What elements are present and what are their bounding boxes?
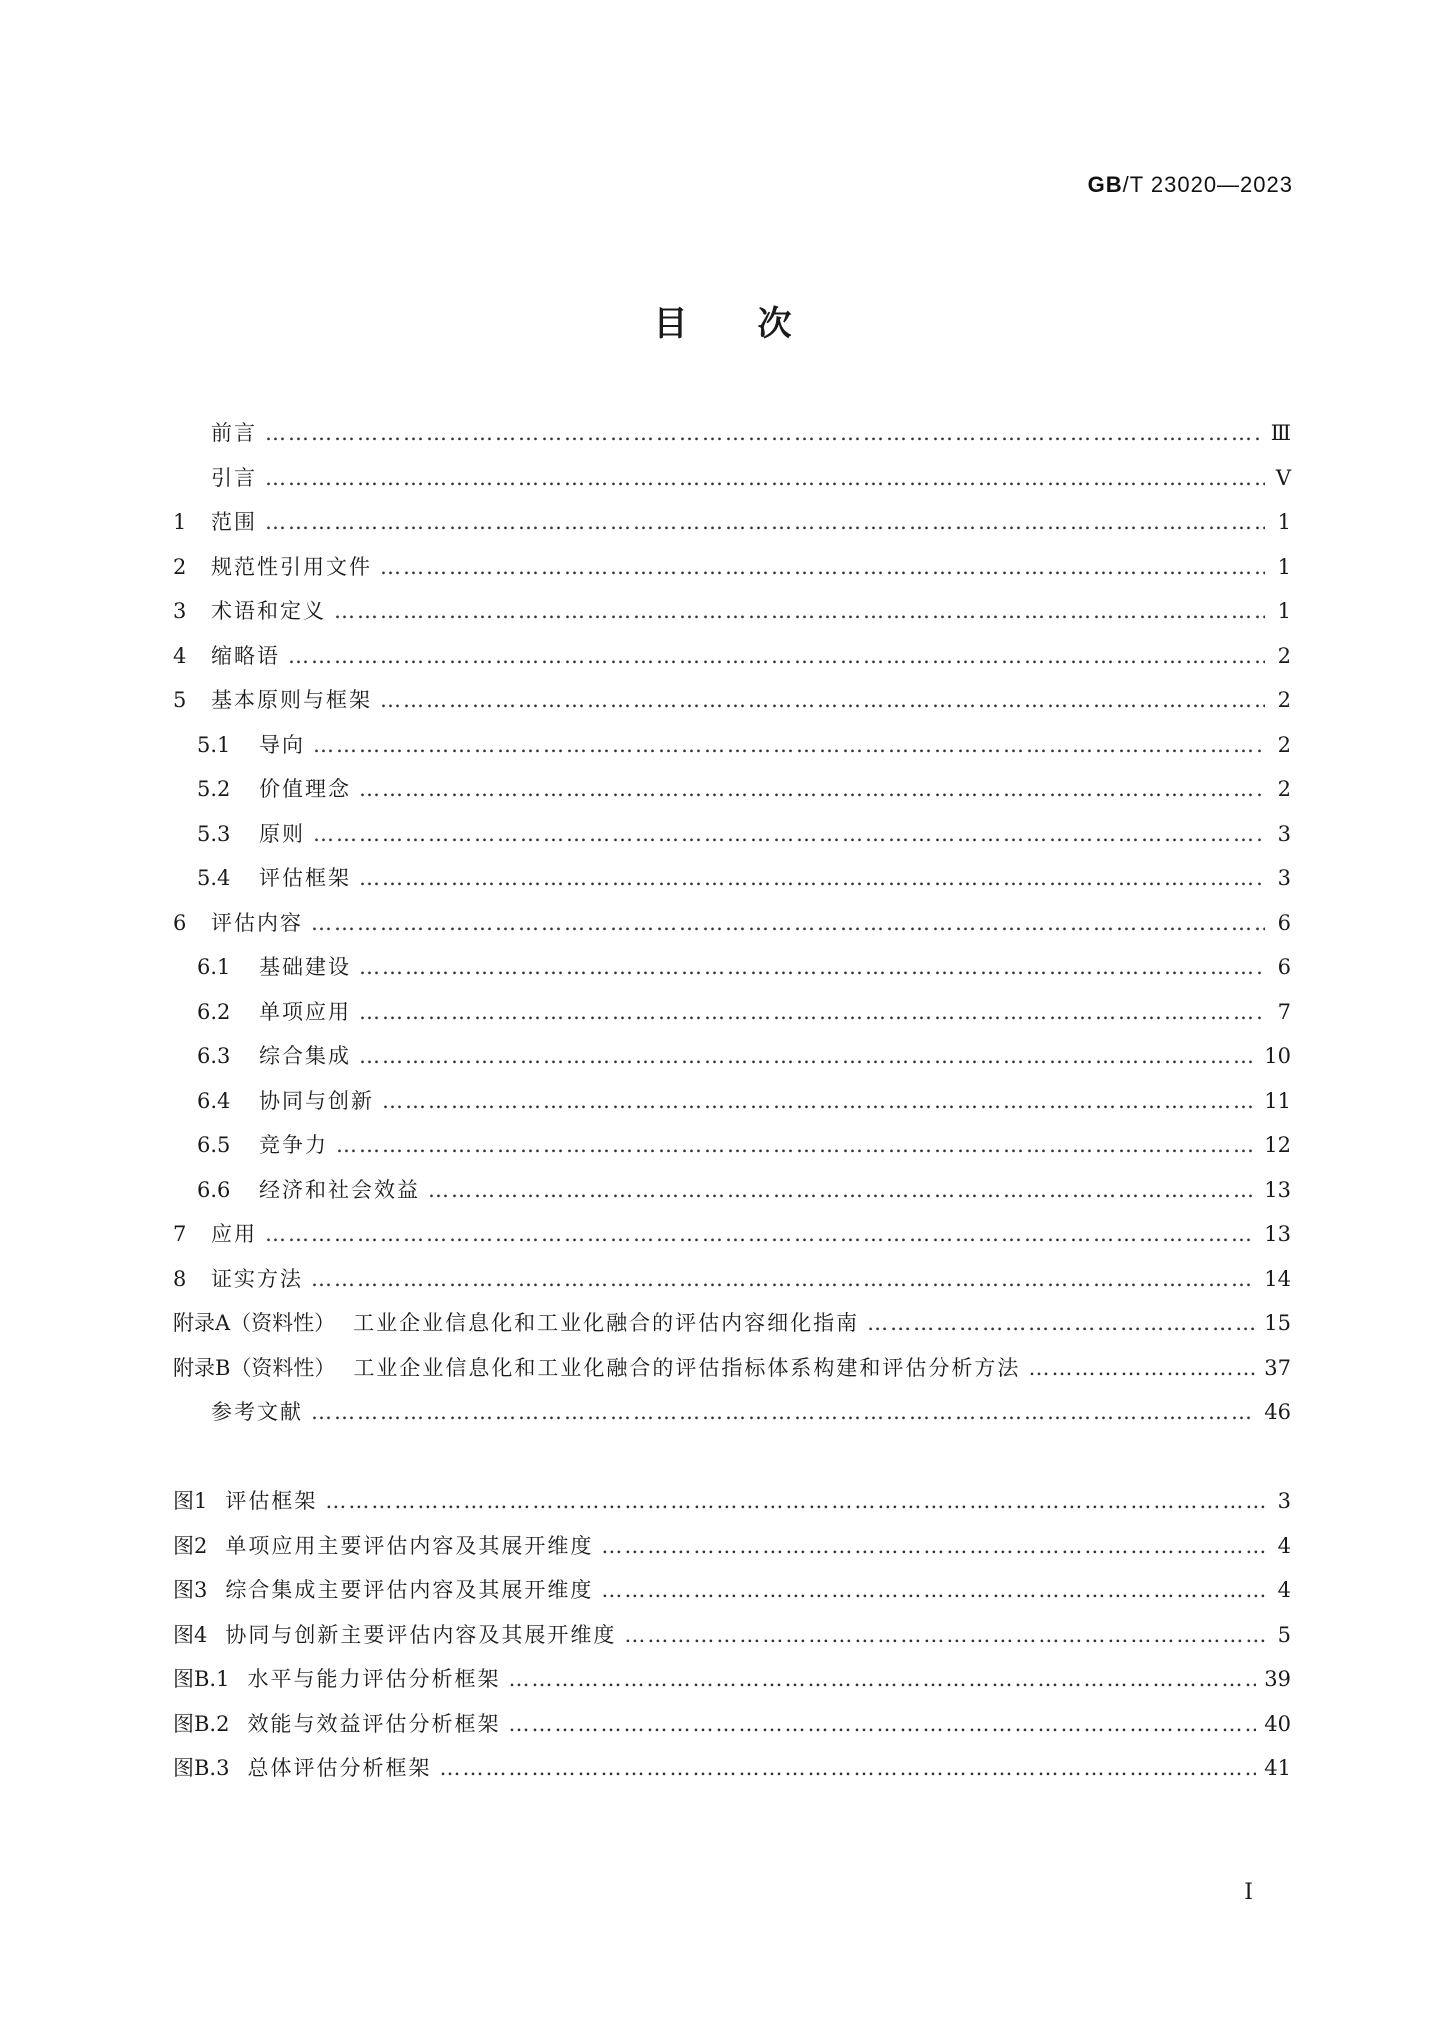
figure-title: 协同与创新主要评估内容及其展开维度 xyxy=(225,1622,617,1647)
toc-entry-title: 经济和社会效益 xyxy=(259,1177,420,1202)
figure-entry[interactable] xyxy=(173,1568,1291,1613)
toc-entry-title: 基础建设 xyxy=(259,955,351,979)
figure-entry[interactable] xyxy=(173,1524,1291,1569)
leader-dots xyxy=(359,1034,1256,1079)
leader-dots xyxy=(380,678,1265,723)
leader-dots xyxy=(439,1746,1256,1791)
standard-prefix: GB xyxy=(1087,172,1123,197)
figure-title: 评估框架 xyxy=(225,1489,318,1513)
leader-dots xyxy=(265,500,1265,545)
figure-number: 图2 xyxy=(173,1533,208,1558)
toc-entry[interactable] xyxy=(173,545,1291,590)
figure-number: 图B.2 xyxy=(173,1711,230,1736)
leader-dots xyxy=(601,1524,1265,1569)
toc-entry-page: 1 xyxy=(1277,599,1291,623)
toc-list xyxy=(173,411,1291,1435)
toc-entry-number: 8 xyxy=(173,1266,187,1291)
leader-dots xyxy=(508,1702,1256,1747)
toc-entry-number: 5.1 xyxy=(197,732,231,757)
toc-entry-page: 2 xyxy=(1277,643,1291,668)
figure-page: 5 xyxy=(1277,1622,1291,1647)
toc-entry-page: 12 xyxy=(1264,1133,1291,1157)
toc-subentry[interactable] xyxy=(173,723,1291,768)
toc-entry-number: 5 xyxy=(173,688,187,712)
toc-entry-page: 2 xyxy=(1277,777,1291,801)
figure-entry[interactable] xyxy=(173,1657,1291,1702)
toc-entry-title: 协同与创新 xyxy=(259,1088,374,1113)
toc-entry-number: 6.5 xyxy=(197,1133,231,1157)
toc-entry[interactable] xyxy=(173,411,1291,456)
toc-entry[interactable] xyxy=(173,678,1291,723)
figure-entry[interactable] xyxy=(173,1702,1291,1747)
figure-page: 41 xyxy=(1264,1756,1291,1780)
leader-dots xyxy=(265,411,1263,456)
toc-appendix-entry[interactable] xyxy=(173,1346,1291,1391)
toc-entry-page: 1 xyxy=(1277,510,1291,534)
figure-page: 4 xyxy=(1277,1578,1291,1602)
toc-entry[interactable] xyxy=(173,1390,1291,1435)
toc-entry-title: 基本原则与框架 xyxy=(211,688,372,712)
toc-entry-page: 14 xyxy=(1264,1266,1291,1291)
leader-dots xyxy=(359,990,1265,1035)
toc-entry-number: 6.1 xyxy=(197,955,231,979)
toc-entry-title: 术语和定义 xyxy=(211,599,326,623)
toc-entry-page: 2 xyxy=(1277,732,1291,757)
toc-entry-number: 6 xyxy=(173,910,187,935)
figure-number: 图3 xyxy=(173,1578,208,1602)
toc-entry-title: 原则 xyxy=(259,821,305,846)
toc-entry-number: 附录A（资料性） xyxy=(173,1311,336,1335)
toc-subentry[interactable] xyxy=(173,945,1291,990)
figure-entry[interactable] xyxy=(173,1613,1291,1658)
toc-entry-number: 5.2 xyxy=(197,777,231,801)
figure-list xyxy=(173,1479,1291,1791)
figure-page: 4 xyxy=(1277,1533,1291,1558)
toc-entry[interactable] xyxy=(173,589,1291,634)
figure-page: 39 xyxy=(1264,1667,1291,1691)
toc-entry[interactable] xyxy=(173,1257,1291,1302)
toc-entry-page: 6 xyxy=(1277,910,1291,935)
toc-entry-number: 5.4 xyxy=(197,866,231,890)
leader-dots xyxy=(359,945,1265,990)
standard-number: /T 23020—2023 xyxy=(1122,172,1293,197)
leader-dots xyxy=(311,1390,1256,1435)
toc-entry-number: 5.3 xyxy=(197,821,231,846)
toc-entry-number: 1 xyxy=(173,510,187,534)
toc-entry-number: 6.2 xyxy=(197,999,231,1024)
toc-entry-title: 综合集成 xyxy=(259,1044,351,1068)
standard-code xyxy=(1088,172,1293,198)
toc-entry-title: 引言 xyxy=(211,465,257,490)
toc-entry-page: 2 xyxy=(1277,688,1291,712)
toc-entry-title: 工业企业信息化和工业化融合的评估指标体系构建和评估分析方法 xyxy=(353,1355,1021,1380)
toc-entry-page: 1 xyxy=(1277,554,1291,579)
toc-entry-page: 15 xyxy=(1264,1311,1291,1335)
toc-entry-page: 13 xyxy=(1264,1222,1291,1246)
toc-entry-number: 4 xyxy=(173,643,187,668)
toc-entry-title: 单项应用 xyxy=(259,999,351,1024)
figure-entry[interactable] xyxy=(173,1746,1291,1791)
figure-page: 40 xyxy=(1264,1711,1291,1736)
toc-subentry[interactable] xyxy=(173,1034,1291,1079)
figure-title: 单项应用主要评估内容及其展开维度 xyxy=(225,1533,594,1558)
toc-entry[interactable] xyxy=(173,500,1291,545)
toc-subentry[interactable] xyxy=(173,990,1291,1035)
toc-entry-number: 2 xyxy=(173,554,187,579)
toc-entry[interactable] xyxy=(173,634,1291,679)
leader-dots xyxy=(1028,1346,1256,1391)
toc-subentry[interactable] xyxy=(173,856,1291,901)
leader-dots xyxy=(311,1257,1256,1302)
toc-entry-title: 规范性引用文件 xyxy=(211,554,372,579)
leader-dots xyxy=(508,1657,1256,1702)
leader-dots xyxy=(624,1613,1265,1658)
toc-entry-number: 7 xyxy=(173,1222,187,1246)
toc-entry-page: 37 xyxy=(1264,1355,1291,1380)
toc-entry[interactable] xyxy=(173,1212,1291,1257)
figure-title: 综合集成主要评估内容及其展开维度 xyxy=(225,1578,594,1602)
toc-appendix-entry[interactable] xyxy=(173,1301,1291,1346)
leader-dots xyxy=(601,1568,1265,1613)
leader-dots xyxy=(288,634,1265,679)
toc-entry-title: 评估内容 xyxy=(211,910,303,935)
leader-dots xyxy=(382,1079,1256,1124)
leader-dots xyxy=(313,812,1265,857)
leader-dots xyxy=(867,1301,1256,1346)
leader-dots xyxy=(325,1479,1265,1524)
toc-entry-page: 7 xyxy=(1277,999,1291,1024)
figure-number: 图4 xyxy=(173,1622,208,1647)
toc-entry-title: 参考文献 xyxy=(211,1400,303,1424)
toc-entry-page: Ⅴ xyxy=(1275,465,1291,490)
toc-entry-title: 应用 xyxy=(211,1222,257,1246)
figure-entry[interactable] xyxy=(173,1479,1291,1524)
toc-subentry[interactable] xyxy=(173,812,1291,857)
figure-number: 图B.3 xyxy=(173,1756,230,1780)
toc-entry-title: 竞争力 xyxy=(259,1133,328,1157)
figure-title: 总体评估分析框架 xyxy=(247,1756,432,1780)
figure-page: 3 xyxy=(1277,1489,1291,1513)
toc-entry-title: 导向 xyxy=(259,732,305,757)
toc-entry-page: 3 xyxy=(1277,866,1291,890)
leader-dots xyxy=(334,589,1265,634)
figure-title: 效能与效益评估分析框架 xyxy=(247,1711,501,1736)
figure-number: 图1 xyxy=(173,1489,208,1513)
toc-entry-page: 6 xyxy=(1277,955,1291,979)
toc-entry-title: 评估框架 xyxy=(259,866,351,890)
leader-dots xyxy=(359,767,1265,812)
leader-dots xyxy=(313,723,1265,768)
toc-subentry[interactable] xyxy=(173,1079,1291,1124)
leader-dots xyxy=(359,856,1265,901)
toc-entry-title: 范围 xyxy=(211,510,257,534)
leader-dots xyxy=(265,456,1265,501)
leader-dots xyxy=(336,1123,1256,1168)
toc-entry[interactable] xyxy=(173,901,1291,946)
toc-entry-title: 价值理念 xyxy=(259,777,351,801)
page-title: 目次 xyxy=(653,304,862,344)
toc-subentry[interactable] xyxy=(173,767,1291,812)
leader-dots xyxy=(311,901,1265,946)
page-number: Ⅰ xyxy=(1244,1880,1253,1905)
toc-entry-page: 3 xyxy=(1277,821,1291,846)
leader-dots xyxy=(380,545,1265,590)
toc-entry-number: 3 xyxy=(173,599,187,623)
toc-entry-number: 6.3 xyxy=(197,1044,231,1068)
toc-entry-number: 6.4 xyxy=(197,1088,231,1113)
toc-entry-page: Ⅲ xyxy=(1270,421,1291,445)
toc-entry-page: 11 xyxy=(1264,1088,1291,1113)
toc-entry-title: 缩略语 xyxy=(211,643,280,668)
toc-entry-title: 前言 xyxy=(211,421,257,445)
toc-entry-number: 6.6 xyxy=(197,1177,231,1202)
toc-entry-page: 46 xyxy=(1264,1400,1291,1424)
leader-dots xyxy=(265,1212,1256,1257)
toc-entry-page: 10 xyxy=(1264,1044,1291,1068)
toc-entry-page: 13 xyxy=(1264,1177,1291,1202)
leader-dots xyxy=(428,1168,1256,1213)
toc-entry-number: 附录B（资料性） xyxy=(173,1355,336,1380)
figure-title: 水平与能力评估分析框架 xyxy=(247,1667,501,1691)
toc-entry-title: 证实方法 xyxy=(211,1266,303,1291)
toc-subentry[interactable] xyxy=(173,1168,1291,1213)
toc-entry[interactable] xyxy=(173,456,1291,501)
toc-entry-title: 工业企业信息化和工业化融合的评估内容细化指南 xyxy=(353,1311,860,1335)
toc-subentry[interactable] xyxy=(173,1123,1291,1168)
figure-number: 图B.1 xyxy=(173,1667,230,1691)
